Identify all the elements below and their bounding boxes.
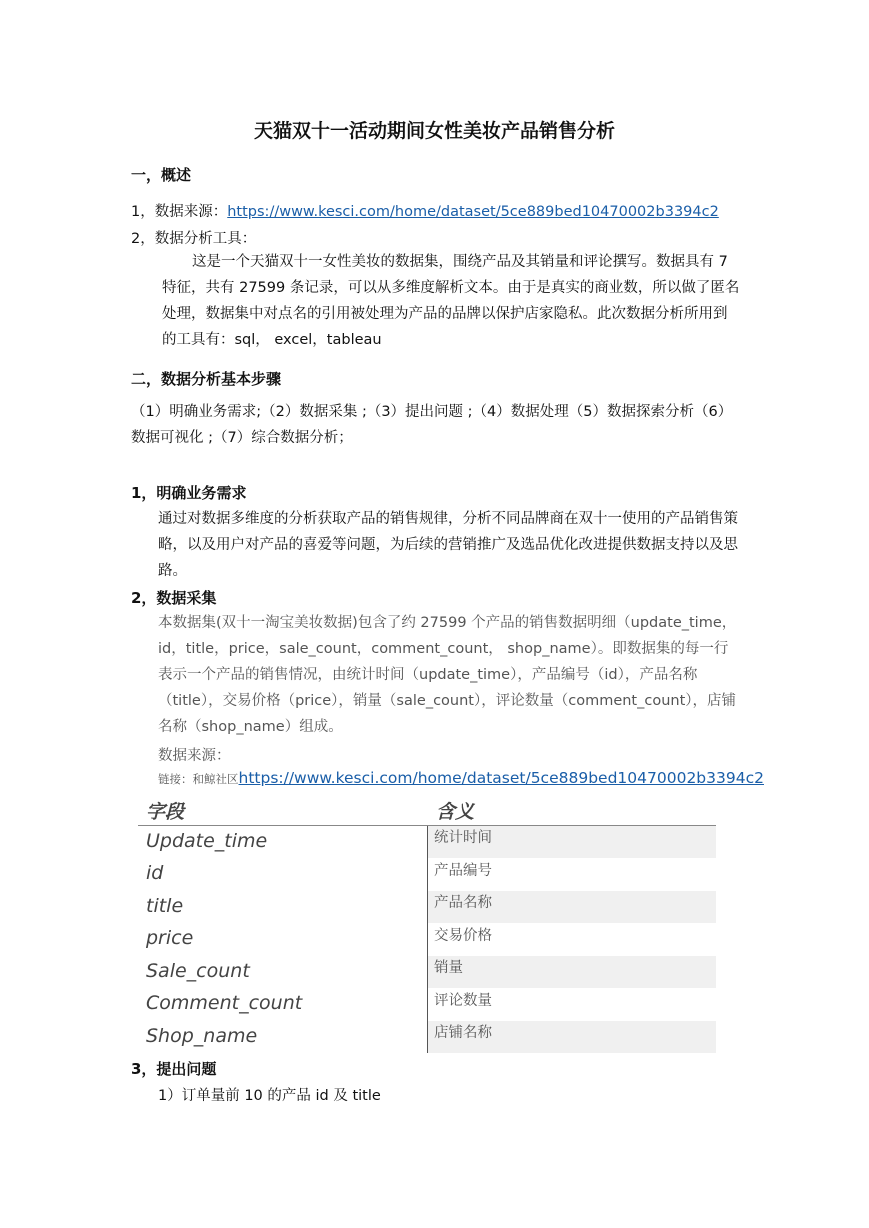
section-heading-steps: 二，数据分析基本步骤 — [131, 370, 282, 388]
data-source-label: 1，数据来源： — [131, 204, 228, 220]
data-source-link[interactable]: https://www.kesci.com/home/dataset/5ce889bed10470002b3394c2 — [227, 204, 719, 220]
step3-item: 1）订单量前 10 的产品 id 及 title — [158, 1088, 381, 1104]
dataset-link[interactable]: https://www.kesci.com/home/dataset/5ce889bed10470002b3394c2 — [238, 769, 764, 787]
step2-heading: 2，数据采集 — [131, 589, 217, 607]
table-header-meaning: 含义 — [436, 801, 475, 823]
table-cell-field: price — [146, 927, 194, 949]
table-cell-field: Comment_count — [146, 992, 303, 1014]
table-header-field: 字段 — [146, 801, 185, 823]
table-cell-meaning: 店铺名称 — [428, 1021, 716, 1053]
step2-paragraph: 本数据集(双十一淘宝美妆数据)包含了约 27599 个产品的销售数据明细（update_time，id，title，price，sale_count，comment_count， shop_name）。即数据集的每一行表示一个产品的销售情况，由统计时间（update_time），产品编号（id），产品名称（title），交易价格（price），销量（sale_count），评论数量（comment_count），店铺名称（shop_name）组成。 — [158, 615, 737, 735]
table-cell-meaning: 评论数量 — [434, 993, 492, 1009]
table-cell-field: Shop_name — [146, 1025, 258, 1047]
table-cell-field: Sale_count — [146, 960, 250, 982]
table-cell-meaning: 统计时间 — [428, 826, 716, 858]
community-label: 链接：和鲸社区 — [158, 772, 239, 786]
tools-label: 2，数据分析工具： — [131, 231, 257, 247]
table-cell-meaning: 销量 — [428, 956, 716, 988]
step3-heading: 3，提出问题 — [131, 1060, 217, 1078]
section-heading-overview: 一，概述 — [131, 166, 192, 184]
table-cell-field: Update_time — [146, 830, 268, 852]
steps-paragraph: （1）明确业务需求;（2）数据采集 ;（3）提出问题 ;（4）数据处理（5）数据探索分析（6）数据可视化 ;（7）综合数据分析； — [131, 404, 733, 446]
table-cell-field: title — [146, 895, 184, 917]
table-cell-field: id — [146, 862, 164, 884]
step1-paragraph: 通过对数据多维度的分析获取产品的销售规律，分析不同品牌商在双十一使用的产品销售策略，以及用户对产品的喜爱等问题，为后续的营销推广及选品优化改进提供数据支持以及思路。 — [158, 511, 738, 579]
data-source-line — [131, 200, 719, 221]
step2-link-line — [158, 768, 764, 787]
table-cell-meaning: 交易价格 — [434, 928, 492, 944]
table-cell-meaning: 产品编号 — [434, 863, 492, 879]
table-cell-meaning: 产品名称 — [428, 891, 716, 923]
page-title: 天猫双十一活动期间女性美妆产品销售分析 — [253, 120, 615, 142]
step1-heading: 1，明确业务需求 — [131, 484, 247, 502]
step2-source-label: 数据来源： — [158, 748, 231, 764]
overview-paragraph: 这是一个天猫双十一女性美妆的数据集，围绕产品及其销量和评论撰写。数据具有 7 特征，共有 27599 条记录，可以从多维度解析文本。由于是真实的商业数，所以做了匿名处理，数据集中对点名的引用被处理为产品的品牌以保护店家隐私。此次数据分析所用到的工具有：sql， excel，tableau — [162, 254, 740, 348]
